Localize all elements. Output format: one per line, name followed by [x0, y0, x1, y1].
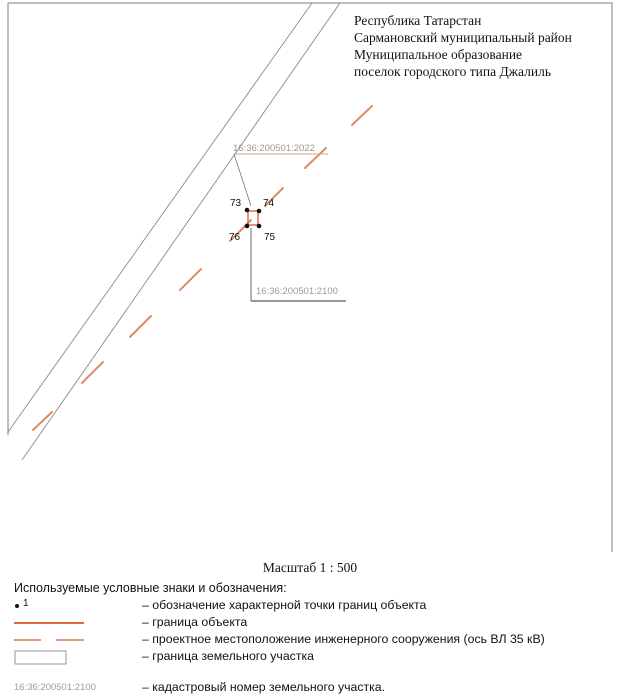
point-symbol-number: 1 [23, 598, 29, 609]
power-line-dashed-icon [12, 632, 87, 648]
header-settlement: поселок городского типа Джалиль [354, 64, 551, 79]
legend-desc-point: – обозначение характерной точки границ объекта [142, 598, 427, 612]
scale-label: Масштаб 1 : 500 [262, 560, 358, 575]
legend-row-point [0, 598, 620, 616]
parcel-border-rect-icon [12, 650, 70, 666]
header-republic: Республика Татарстан [354, 13, 482, 28]
map-frame [8, 3, 612, 552]
cadastral-number-sample: 16:36:200501:2100 [14, 682, 96, 693]
header-municipality: Муниципальное образование [354, 47, 523, 62]
point-label-73: 73 [230, 198, 242, 209]
parcel-border-line-right [22, 3, 340, 460]
legend-desc-cadastral-number: – кадастровый номер земельного участка. [142, 680, 386, 694]
point-75 [257, 224, 262, 229]
point-76 [245, 224, 250, 229]
parcel-label-bottom: 16:36:200501:2100 [256, 286, 338, 297]
power-line-axis [33, 106, 372, 430]
legend-desc-object-border: – граница объекта [142, 615, 248, 629]
legend-row-parcel-border [0, 649, 620, 667]
legend-desc-power-line: – проектное местоположение инженерного сооружения (ось ВЛ 35 кВ) [142, 632, 545, 646]
point-label-74: 74 [263, 198, 275, 209]
point-74 [257, 209, 262, 214]
point-label-76: 76 [229, 232, 241, 243]
header-district: Сармановский муниципальный район [354, 30, 572, 45]
legend-title: Используемые условные знаки и обозначения: [14, 581, 287, 595]
parcel-label-top: 16:36:200501:2022 [233, 143, 315, 154]
parcel-border-line-left [8, 3, 312, 432]
object-border-line-icon [12, 615, 87, 631]
legend-row-object-border [0, 615, 620, 633]
point-73 [245, 208, 250, 213]
legend-desc-parcel-border: – граница земельного участка [142, 649, 314, 663]
point-label-75: 75 [264, 232, 276, 243]
point-symbol-icon [15, 604, 19, 608]
legend-row-cadastral-number [0, 680, 620, 698]
legend-row-power-line [0, 632, 620, 650]
